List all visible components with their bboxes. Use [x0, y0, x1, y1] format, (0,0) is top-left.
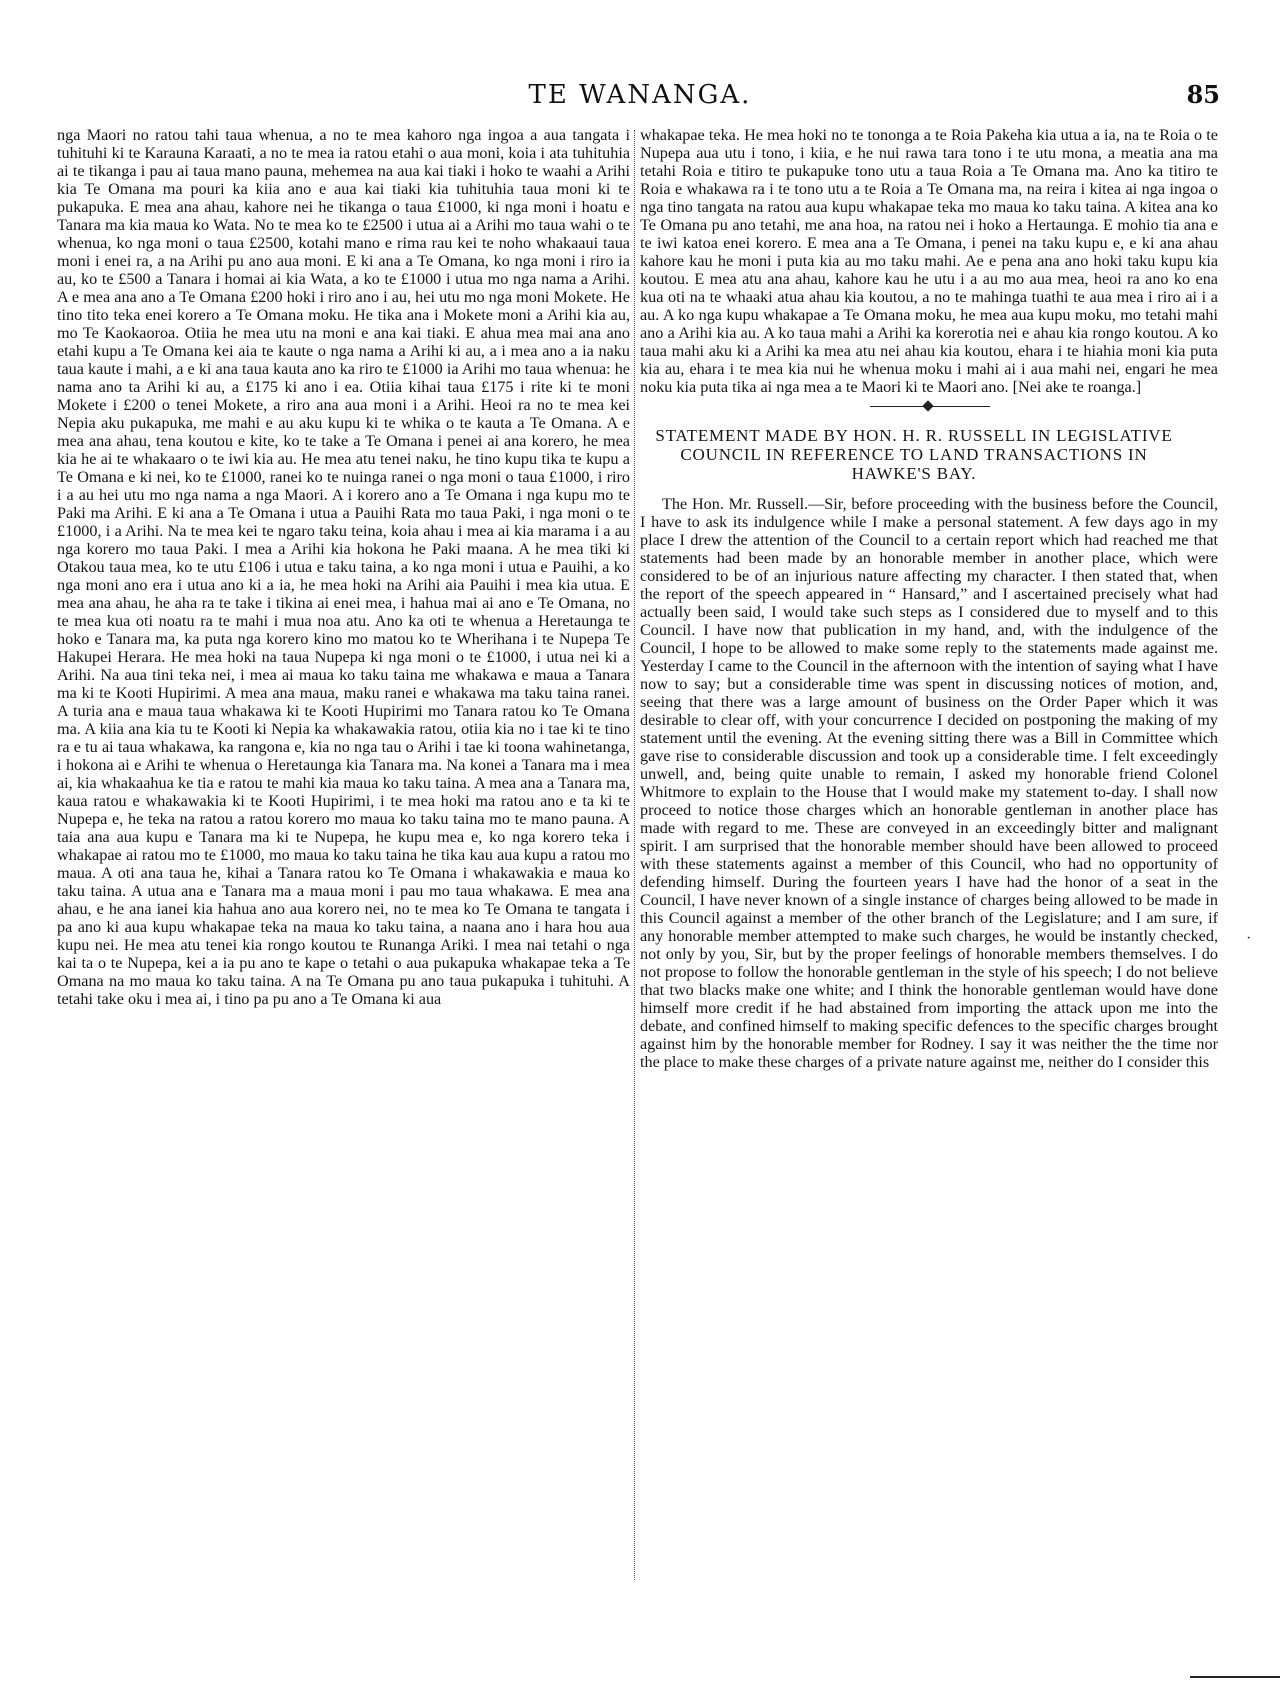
- masthead: [0, 80, 1280, 120]
- divider-diamond-icon: [922, 400, 933, 411]
- column-rule: [634, 130, 635, 1580]
- newspaper-title: TE WANANGA.: [528, 80, 752, 110]
- right-column: [640, 126, 1218, 1646]
- article-heading: STATEMENT MADE BY HON. H. R. RUSSELL IN LEGISLATIVE COUNCIL IN REFERENCE TO LAND TRANSACTIONS IN HAWKE'S BAY.: [655, 426, 1173, 483]
- article-body: The Hon. Mr. Russell.—Sir, before proceeding with the business before the Council, I have to ask its indulgence while I make a personal statement. A few days ago in my place I drew the attention of the Council to a certain report which had reached me that statements had been made by an honorable member in another place, which were considered to be of an injurious nature affecting my character. I then stated that, when the report of the speech appeared in “ Hansard,” and I ascertained precisely what had actually been said, I would take such steps as I considered due to myself and to this Council. I have now that publication in my hand, and, with the indulgence of the Council, I hope to be allowed to make some reply to the statements made against me. Yesterday I came to the Council in the afternoon with the intention of saying what I have now to say; but a considerable time was spent in discussing notices of motion, and, seeing that there was a large amount of business on the Order Paper which it was desirable to clear off, with your concurrence I decided on postponing the making of my statement until the evening. At the evening sitting there was a Bill in Committee which gave rise to considerable discussion and took up a considerable time. I felt exceedingly unwell, and, being quite unable to remain, I asked my honorable friend Colonel Whitmore to explain to the House that I would make my statement to-day. I shall now proceed to notice those charges which an honorable gentleman in another place has made with regard to me. These are conveyed in an exceedingly bitter and malignant spirit. I am surprised that the honorable member should have been allowed to proceed with these statements against a member of this Council, who had no opportunity of defending himself. During the fourteen years I have had the honor of a seat in the Council, I have never known of a single instance of charges being allowed to be made in this Council against a member of the other branch of the Legislature; and I am sure, if any honorable member attempted to make such charges, he would be instantly checked, not only by you, Sir, but by the proper feelings of honorable members themselves. I do not propose to follow the honorable gentleman in the style of his speech; I do not believe that two blacks make one white; and I think the honorable gentleman would have done himself more credit if he had abstained from importing the attack upon me into the debate, and confined himself to making specific defences to the specific charges brought against him by the honorable member for Rodney. I say it was neither the the time nor the place to make these charges of a private nature against me, neither do I consider this: [640, 495, 1218, 1071]
- left-column: [57, 126, 630, 1656]
- continuation-text: whakapae teka. He mea hoki no te tononga a te Roia Pakeha kia utua a ia, na te Roia o te Nupepa aua utu i tono, i kiia, e he nui rawa tara tono i te utu mona, a meatia ana ma tetahi Roia e titiro te pukapuke tono utu a taua Roia a Te Omana ma. Ano ka titiro te Roia e whakawa ra i te tono utu a te Roia a Te Omana ma, na reira i kitea ai nga ingoa o nga tino tangata na ratou aua kupu whakapae teka mo maua ko taku taina. A kitea ana ko Te Omana pu ano tetahi, me ana hoa, na ratou nei i hoko a Hertaunga. E mohio tia ana e te iwi katoa enei korero. E mea ana a Te Omana, i penei na taku kupu e, e ki ana ahau kahore kau he moni i puta kia au mo taku mahi. Ae e pena ana ano hoki taku kupu kia koutou. E mea atu ana ahau, kahore kau he utu i a au mo aua mea, heoi ra ano ko ena kua oti na te whaaki atua ahau kia koutou, a no te mahinga tuathi te aua mea i riro ai i a au. A ko nga kupu whakapae a Te Omana moku, he mea aua kupu moku, mo tetahi mahi ano a Arihi kia au. A ko taua mahi a Arihi ka korerotia nei e ahau kia rongo koutou. A ko taua mahi aku ki a Arihi ka mea atu nei ahau kia koutou, ehara i te hiahia moni kia puta kia au, ehara i te mea kia nui he whenua moku i mahi ai i aua mahi nei, engari he mea noku kia puta tika ai nga mea a te Maori ki te Maori ano. [Nei ake te roanga.]: [640, 126, 1218, 396]
- corner-rule: [1190, 1676, 1280, 1678]
- page-number: 85: [1186, 80, 1220, 109]
- margin-mark: ·: [1246, 930, 1252, 947]
- section-divider: [640, 396, 1218, 418]
- left-column-text: nga Maori no ratou tahi taua whenua, a no te mea kahoro nga ingoa a aua tangata i tuhituhi ki te Karauna Karaati, a no te mea ia ratou etahi o aua moni, koia i ata tuhituhia ai te tikanga i pau ai taua mano pauna, mehemea na aua kai tiaki i hoko te waahi a Arihi kia Te Omana ma pouri ka kiia ano e aua kai tiaki kia tuhituhia taua moni ki te pukapuka. E mea ana ahau, kahore nei he tikanga o taua £1000, ki nga moni i hoatu e Tanara ma kia maua ko Wata. No te mea ko te £2500 i utua ai a Arihi mo taua wahi o te whenua, ko nga moni o taua £2500, kotahi mano e rima rau kei te noho whakaaui taua moni i enei ra, a na Arihi pu ano aua moni. E ki ana a Te Omana, ko nga moni i riro ia au, ko te £500 a Tanara i homai ai kia Wata, a ko te £1000 i utua mo nga nama a Arihi. A e mea ana ano a Te Omana £200 hoki i riro ano i au, hei utu mo nga moni Mokete. He tino tito teka enei korero a Te Omana moku. He tika ana i Mokete moni a Arihi kia au, mo Te Kaokaoroa. Otiia he mea utu na moni e ana kai tiaki. E ahua mea mai ana ano etahi kupu a Te Omana kei aia te kaute o nga nama a Arihi ki au, a i mea ano a ia naku taua kaute i mahi, a e ki ana taua kauta ano ka riro te £1000 ia Arihi mo taua whenua: he nama ano ta Arihi ki au, a £175 ki ano i ea. Otiia kihai taua £175 i rite ki te moni Mokete i £200 o tenei Mokete, a riro ana aua moni i a Arihi. Heoi ra no te mea kei Nepia aku pukapuka, me mahi e au aku kupu ki te whika o te kauta a Te Omana. A e mea ana ahau, tena koutou e kite, ko te take a Te Omana i penei ai ana korero, he mea kia he ai te whakaaro o te iwi kia au. He mea atu tenei naku, he tino kupu tika te kupu a Te Omana e ki nei, ko te £1000, ranei ko te nuinga ranei o nga moni o taua £1000, i riro i a au hei utu mo nga nama a nga Maori. A i korero ano a Te Omana i nga kupu mo te Paki ma Arihi. E ki ana a Te Omana i utua a Pauihi Rata mo taua Paki, i nga moni o te £1000, i a Arihi. Na te mea kei te ngaro taku teina, koia ahau i mea ai kia marama i a au nga korero mo taua Paki. I mea a Arihi kia hokona he Paki maana. A he mea tiki ki Otakou taua mea, ko te utu £106 i utua e taku taina, a ko nga moni i utua e Pauihi, a ko nga moni ano era i utua ano ki a ia, he mea hoki na Arihi aia Pauihi i mea kia utua. E mea ana ahau, he aha ra te take i tikina ai enei mea, i hahua mai ai ano e Te Omana, no te mea kua oti noatu ra te mahi i mua noa atu. Ano ka oti te whenua a Heretaunga te hoko e Tanara ma, ka puta nga korero kino mo matou ko te Wherihana i te Nupepa Te Hakupei Herara. He mea hoki na taua Nupepa ki nga moni o te £1000, i utua nei ki a Arihi. Na aua tini teka nei, i mea ai maua ko taku taina me whakawa e maua a Tanara ma ki te Kooti Hupirimi. A mea ana maua, maku ranei e whakawa ma taku taina ranei. A turia ana e maua taua whakawa ki te Kooti Hupirimi mo Tanara ratou ko Te Omana ma. A kiia ana kia tu te Kooti ki Nepia ka whakawakia ratou, otiia kia no i tae ki te tino ra e tu ai taua whakawa, ka rangona e, kia no nga tau o Arihi i tae ki toona wahinetanga, i hokona ai e Arihi te whenua o Heretaunga kia Tanara ma. Na konei a Tanara ma i mea ai, kia whakaahua ke tia e ratou te mahi kia maua ko taku taina. A mea ana a Tanara ma, kaua ratou e whakawakia ki te Kooti Hupirimi, i te mea hoki ma ratou ano e ta ki te Nupepa e, he teka na ratou a ratou korero mo maua ko taku taina mo te mano pauna. A taia ana aua kupu e Tanara ma ki te Nupepa, he kupu mea e, ko nga korero teka i whakapae ai ratou mo te £1000, mo maua ko taku taina he tika kau aua kupu a ratou mo maua. A oti ana taua he, kihai a Tanara ratou ko Te Omana i whakawakia e maua ko taku taina. A utua ana e Tanara ma a maua moni i pau mo taua whakawa. E mea ana ahau, e he ana ianei kia hahua ano aua korero nei, no te mea ko Te Omana te tangata i pa ano ki aua kupu whakapae teka na maua ko taku taina, a naana ano i hara hou aua kupu nei. He mea atu tenei kia rongo koutou te Runanga Ariki. I mea nai tetahi o nga kai ta o te Nupepa, kei a ia pu ano te kape o tetahi o aua pukapuka whakapae teka a Te Omana na mo maua ko taku taina. A na Te Omana pu ano taua pukapuka i tuhituhi. A tetahi take oku i mea ai, i tino pa pu ano a Te Omana ki aua: [57, 126, 630, 1008]
